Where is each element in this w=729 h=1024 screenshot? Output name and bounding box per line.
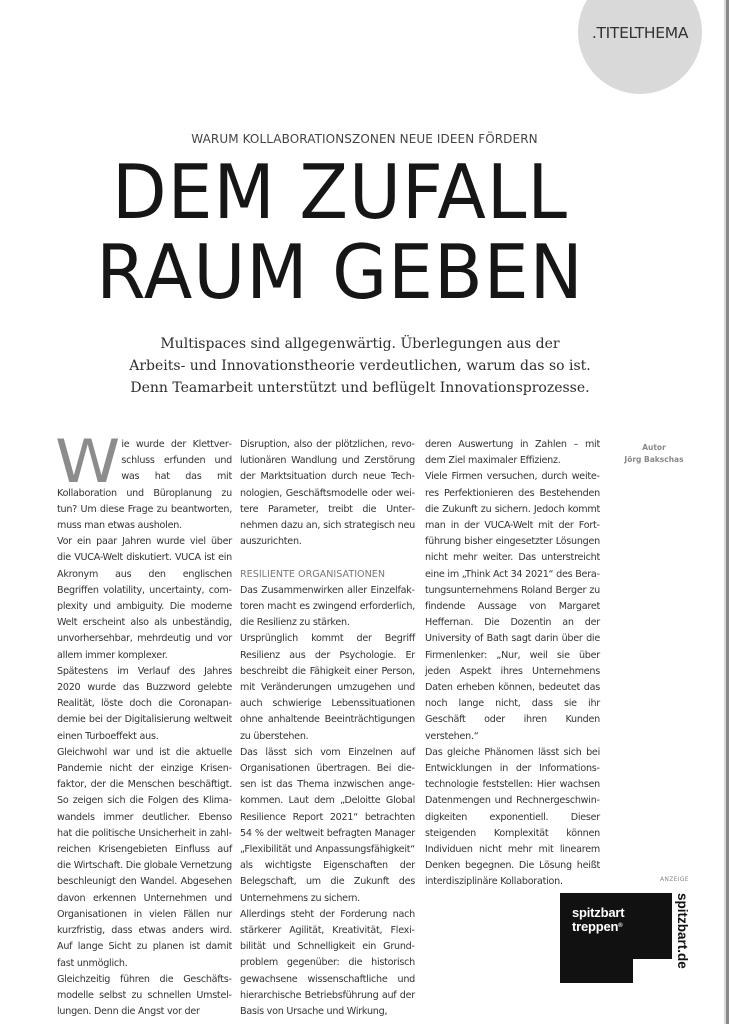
ad-brand-line-2 [572,920,624,934]
paragraph: Das Zusammenwirken aller Einzelfaktoren macht es zwingend erforderlich, die Resilienz zu stärken. [240,584,415,629]
paragraph: Vor ein paar Jahren wurde viel über die VUCA-Welt diskutiert. VUCA ist ein Akronym aus den englischen Begriffen volatility, uncertainty, complexity und ambiguity. Die moderne Welt erscheint also als unbeständig, unvorhersehbar, mehrdeutig und vor allem immer komplexer. [57,536,232,661]
section-subheading: RESILIENTE ORGANISATIONEN [240,568,385,580]
paragraph: Das gleiche Phänomen lässt sich bei Entwicklungen in der Informationstechnologie feststellen: Hier wachsen Datenmengen und Rechnergeschwindigkeiten exponentiell. Dieser steigenden Komplexität können Individuen nicht mehr mit linearem Denken begegnen. Die Lösung heißt interdisziplinäre Kollaboration. [425,746,600,888]
paragraph: Spätestens im Verlauf des Jahres 2020 wurde das Buzzword gelebte Realität, löste doch die Coronapandemie bei der Digitalisierung weltweit einen Turboeffekt aus. [57,665,232,742]
article-column-2 [240,437,415,1020]
headline-line-1: DEM ZUFALL [112,148,568,237]
article-headline [60,148,620,317]
ad-url[interactable]: spitzbart.de [675,893,690,969]
deck-line-2: Arbeits- und Innovationstheorie verdeutlichen, warum das so ist. [129,358,591,374]
drop-cap: W [55,427,117,497]
article-kicker: WARUM KOLLABORATIONSZONEN NEUE IDEEN FÖRDERN [191,132,538,146]
paragraph: Ursprünglich kommt der Begriff Resilienz aus der Psychologie. Er beschreibt die Fähigkeit einer Person, mit Veränderungen umzugehen und auch schwierige Lebenssituationen ohne anhaltende Beeinträchtigungen zu überstehen. [240,633,415,742]
paragraph: Gleichzeitig führen die Geschäftsmodelle selbst zu schnellen Umstellungen. Denn die Angst vor der [57,973,232,1018]
headline-line-2: RAUM GEBEN [96,228,584,317]
article-deck [100,333,620,399]
paragraph: ie wurde der Klettverschluss erfunden und was hat das mit Kollaboration und Büroplanung zu tun? Um diese Frage zu beantworten, muss man etwas ausholen. [57,439,232,532]
deck-line-3: Denn Teamarbeit unterstützt und beflügelt Innovationsprozesse. [130,380,590,396]
advertisement[interactable] [560,893,692,1005]
registered-mark: ® [618,923,623,929]
ad-label: ANZEIGE [660,876,689,883]
author-credit [610,442,698,466]
paragraph: Viele Firmen versuchen, durch weiteres Perfektionieren des Bestehenden die Zukunft zu sichern. Jedoch kommt man in der VUCA-Welt mit der Fortführung bisher eingesetzter Lösungen nicht mehr weiter. Das unterstreicht eine im „Think Act 34 2021“ des Beratungsunternehmens Roland Berger zu findende Aussage von Margaret Heffernan. Die Dozentin an der University of Bath sagt darin über die Firmenlenker: „Nur, weil sie über jeden Aspekt ihres Unternehmens Daten erheben können, bedeutet das noch lange nicht, dass sie ihr Geschäft oder ihren Kunden verstehen.“ [425,471,600,742]
paragraph: Disruption, also der plötzlichen, revolutionären Wandlung und Zerstörung der Marktsituation durch neue Technologien, Geschäftsmodelle oder weitere Parameter, treibt die Unternehmen dazu an, sich strategisch neu auszurichten. [240,439,415,548]
article-column-3 [425,437,600,891]
section-badge [578,0,702,94]
paragraph: Gleichwohl war und ist die aktuelle Pandemie nicht der einzige Krisenfaktor, der die Menschen beschäftigt. So zeigen sich die Folgen des Klimawandels immer deutlicher. Ebenso hat die politische Unsicherheit in zahlreichen Krisengebieten Einfluss auf die Wirtschaft. Die globale Vernetzung beschleunigt den Wandel. Abgesehen davon erkennen Unternehmen und Organisationen in vielen Fällen nur kurzfristig, dass etwas anders wird. Auf lange Sicht zu planen ist damit fast unmöglich. [57,746,232,969]
paragraph: Allerdings steht der Forderung nach stärkerer Agilität, Kreativität, Flexibilität und Schnelligkeit ein Grundproblem gegenüber: die historisch gewachsene wissenschaftliche und hierarchische Betriebsführung auf der Basis von Ursache und Wirkung, [240,908,415,1018]
article-column-1 [55,427,232,1020]
author-name: Jörg Bakschas [624,455,684,464]
section-label: .TITELTHEMA [591,24,689,42]
ad-brand-line-1: spitzbart [572,905,625,920]
paragraph: deren Auswertung in Zahlen – mit dem Ziel maximaler Effizienz. [425,439,600,467]
author-label: Autor [642,443,666,452]
paragraph: Das lässt sich vom Einzelnen auf Organisationen übertragen. Bei diesen ist das Thema inzwischen angekommen. Laut dem „Deloitte Global Resilience Report 2021“ betrachten 54 % der weltweit befragten Manager „Flexibilität und Anpassungsfähigkeit“ als wichtigste Eigenschaften der Belegschaft, um die Zukunft des Unternehmens zu sichern. [240,746,415,904]
ad-brand-logo [572,906,624,934]
ad-brand-text: treppen [572,919,619,934]
ad-logo-step [560,959,633,983]
deck-line-1: Multispaces sind allgegenwärtig. Überlegungen aus der [160,336,560,352]
